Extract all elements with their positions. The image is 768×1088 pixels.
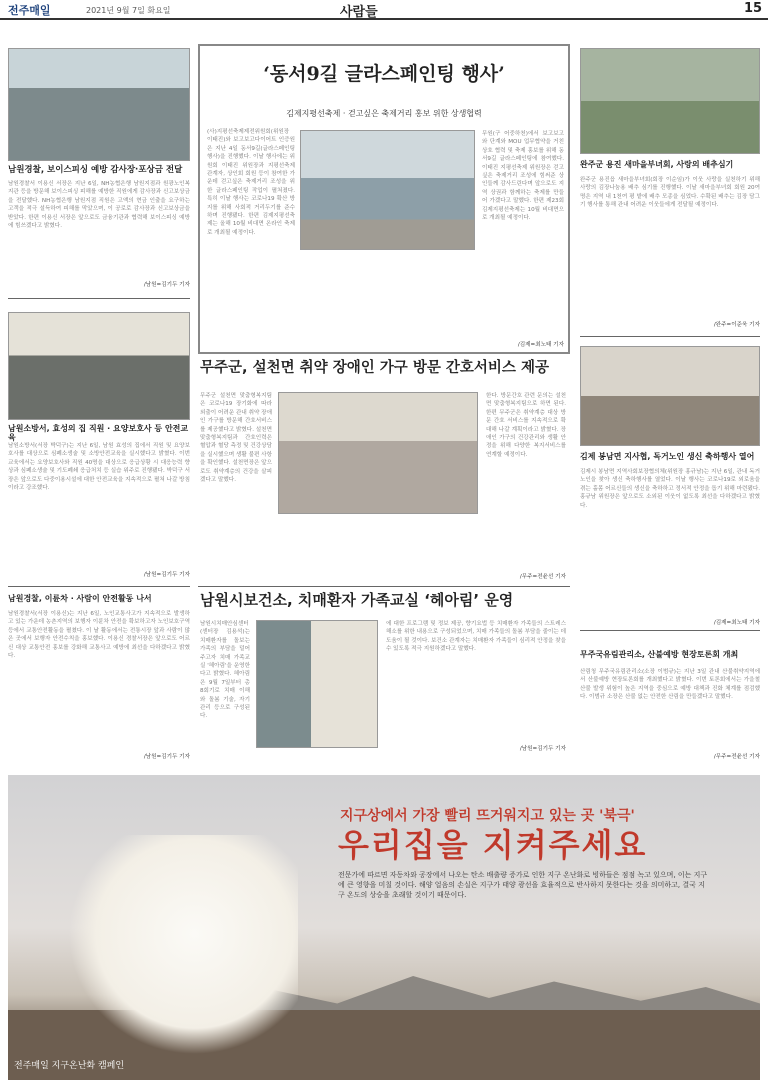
article-headline: 남원시보건소, 치매환자 가족교실 ‘헤아림’ 운영: [200, 591, 514, 609]
section-title: 사람들: [340, 5, 378, 20]
article-photo: [8, 312, 190, 420]
article-body: 완주군 용진읍 새마을부녀회(회장 이순임)가 이웃 사랑을 실천하기 위해 사랑의 김장나눔용 배추 심기를 진행했다. 이날 새마을부녀회 회원 20여 명은 지역 내 1천여 평 밭에 배추 모종을 심었다. 수확된 배추는 김장 담그기 행사를 통해 관내 어려운 이웃들에게 전달될 예정이다.: [580, 177, 760, 209]
article-photo: [256, 620, 378, 748]
article-body: 무원(구 어중하천)에서 보고보고와 단계와 MOU 업무협약을 거친 상호 협력 및 축제 홍보를 위해 동서9길 글라스페인팅에 참여했다. 이태진 지평선축제 위원장은 걷고싶은 축제거리 조성에 힘써준 상인들께 감사드린다며 앞으로도 지역 상권과 함께하는 축제를 만들어 가겠다고 말했다. 한편 제23회 김제지평선축제는 10월 비대면으로 개최될 예정이다.: [482, 131, 564, 222]
article-headline: 무주군, 설천면 취약 장애인 가구 방문 간호서비스 제공: [200, 360, 549, 376]
article-byline: /남원=김기두 기자: [143, 282, 190, 288]
article-byline: /김제=최노태 기자: [517, 342, 564, 348]
article-body: 산림청 무주국유림관리소(소장 이범규)는 지난 3일 관내 산불취약지역에서 산불예방 현장토론회를 개최했다고 밝혔다. 이번 토론회에서는 가을철 산불 발생 위험이 높은 지역을 중심으로 예방 대책과 진화 체계를 점검했다. 이범규 소장은 산불 없는 안전한 산림을 만들겠다고 말했다.: [580, 669, 760, 701]
article-body: 남원경찰서(서장 이용신)는 지난 6일, 노인교통사고가 지속적으로 발생하고 있는 가운데 농촌지역의 보행자 이륜차 안전을 확보하고자 노인보호구역 등에서 교통안전활동을 펼쳤다. 이 날 활동에서는 전통시장 앞과 사람이 많은 곳에서 보행자 안전수칙을 홍보했다. 이용신 경찰서장은 앞으로도 어르신 대상 교통안전 홍보를 강화해 교통사고 예방에 최선을 다하겠다고 밝혔다.: [8, 611, 190, 660]
article-body: 에 대한 프로그램 및 정보 제공, 향기요법 등 치매환자 가족들의 스트레스 해소를 위한 내용으로 구성되었으며, 치매 가족들의 돌봄 부담을 줄이는 데 도움이 될 것이다. 보건소 관계자는 치매환자 가족들이 심리적 안정을 찾을 수 있도록 적극 지원하겠다고 말했다.: [386, 621, 566, 653]
article-body: 한다. 방문간호 관련 문의는 설천면 맞춤형복지팀으로 하면 된다. 한편 무주군은 취약계층 대상 방문 간호 서비스를 지속적으로 확대해 나갈 계획이라고 밝혔다. 장애인 가구의 건강관리와 생활 안정을 위해 다양한 복지서비스를 연계할 예정이다.: [486, 393, 566, 458]
article-byline: /남원=김기두 기자: [143, 754, 190, 760]
article-byline: /완주=이준욱 기자: [713, 322, 760, 328]
divider: [8, 298, 190, 299]
article-headline: 남원경찰, 이륜차 · 사람이 안전활동 나서: [8, 594, 152, 603]
article-byline: /무주=전윤선 기자: [519, 574, 566, 580]
feature-headline: ‘동서9길 글라스페인팅 행사’: [263, 63, 505, 85]
article-headline: 무주국유림관리소, 산불예방 현장토론회 개최: [580, 650, 739, 659]
polar-bear-image: [68, 835, 298, 1055]
page-header: [0, 0, 768, 20]
ad-headline: 우리집을 지켜주세요: [338, 826, 648, 864]
divider: [8, 586, 190, 587]
article-body: 김제시 봉남면 지역사회보장협의체(위원장 홍규남)는 지난 6일, 관내 독거노인을 찾아 생신 축하행사를 열었다. 이날 행사는 코로나19로 외로움을 겪는 홀몸 어르신들의 생신을 축하하고 정서적 안정을 돕기 위해 마련됐다. 홍규남 위원장은 앞으로도 소외된 이웃이 없도록 최선을 다하겠다고 밝혔다.: [580, 469, 760, 509]
divider: [580, 336, 760, 337]
article-headline: 완주군 용진 새마을부녀회, 사랑의 배추심기: [580, 160, 734, 169]
article-body: 무주군 설천면 맞춤형복지팀은 코로나19 장기화에 따라 외출이 어려운 관내 취약 장애인 가구를 방문해 간호서비스를 제공했다고 밝혔다. 설천면 맞춤형복지팀과 간호인력은 혈압과 혈당 측정 및 건강상담을 실시했으며 생활 불편 사항을 확인했다. 설천면장은 앞으로도 취약계층의 건강을 살피겠다고 말했다.: [200, 393, 272, 484]
feature-subhead: 김제지평선축제 · 걷고싶은 축제거리 홍보 위한 상생협력: [286, 109, 482, 118]
article-byline: /남원=김기두 기자: [519, 746, 566, 752]
page-number: 15: [744, 1, 763, 16]
article-photo: [580, 346, 760, 446]
divider: [580, 630, 760, 631]
article-headline: 김제 봉남면 지사협, 독거노인 생신 축하행사 열어: [580, 452, 755, 461]
article-headline: 남원소방서, 효성의 집 직원 · 요양보호사 등 안전교육: [8, 424, 189, 443]
divider: [198, 586, 570, 587]
article-byline: /남원=김기두 기자: [143, 572, 190, 578]
issue-date: 2021년 9월 7일 화요일: [86, 6, 171, 15]
article-photo: [8, 48, 190, 161]
article-body: 남원시치매안심센터(센터장 김용석)는 치매환자를 돌보는 가족의 부담을 덜어주고자 치매 가족교실 '헤아림'을 운영한다고 밝혔다. 헤아림은 9월 7일부터 총 8회기로 치매 이해와 돌봄 기술, 자기관리 등으로 구성된다.: [200, 621, 250, 720]
ad-body: 전문가에 따르면 자동차와 공장에서 나오는 탄소 배출량 증가로 인한 지구 온난화로 빙하들은 점점 녹고 있으며, 이는 지구에 큰 영향을 미칠 것이다. 해양 얼음의 손실은 지구가 태양 광선을 효율적으로 반사하지 못한다는 것을 의미하고, 결국 지구 온도의 상승을 초래할 것이기 때문이다.: [338, 871, 708, 899]
ad-tagline: 지구상에서 가장 빨리 뜨거워지고 있는 곳 '북극': [340, 808, 635, 824]
article-body: 남원경찰서 이용신 서장은 지난 6일, NH농협은행 남원지점과 원광노인복지관 등을 방문해 보이스피싱 피해를 예방한 직원에게 감사장과 신고보상금을 전달했다. NH농협은행 남원지점 직원은 고액의 현금 인출을 요구하는 고객을 적극 설득하여 피해를 막았으며, 이 공로로 감사장과 신고보상금을 받았다. 한편 이용신 서장은 앞으로도 금융기관과 협력해 보이스피싱 예방에 힘쓰겠다고 밝혔다.: [8, 181, 190, 230]
article-photo: [580, 48, 760, 154]
article-headline: 남원경찰, 보이스피싱 예방 감사장·포상금 전달: [8, 165, 183, 175]
article-byline: /김제=최노태 기자: [713, 620, 760, 626]
article-photo: [278, 392, 478, 514]
ad-caption: 전주매일 지구온난화 캠페인: [14, 1061, 125, 1071]
article-body: 남원소방서(서장 박덕구)는 지난 6일, 남원 효성의 집에서 직원 및 요양보호사를 대상으로 심폐소생술 및 소방안전교육을 실시했다고 밝혔다. 이번 교육에서는 요양보호사와 직원 40명을 대상으로 응급상황 시 대응능력 향상과 심폐소생술 및 기도폐쇄 응급처치 등 실습 위주로 진행됐다. 박덕구 서장은 앞으로도 다중이용시설에 대한 안전교육을 지속적으로 펼쳐 나갈 방침이라고 강조했다.: [8, 443, 190, 492]
paper-name: 전주매일: [8, 4, 51, 17]
article-body: (사)지평선축제제전위원회(위원장 이태진)와 보고보고다이어트 인증원은 지난 4일 동서9길(글라스페인팅 행사)을 진행했다. 이날 행사에는 위원회 이태진 위원장과 지평선축제 관계자, 상인회 회원 등이 참여한 가운데 걷고싶은 축제거리 조성을 위한 글라스페인팅 작업이 펼쳐졌다. 특히 이날 행사는 코로나19 확산 방지를 위해 사회적 거리두기를 준수하며 진행됐다. 한편 김제지평선축제는 올해 10월 비대면 온라인 축제로 개최될 예정이다.: [207, 129, 295, 236]
article-photo: [300, 130, 475, 250]
article-byline: /무주=전윤선 기자: [713, 754, 760, 760]
